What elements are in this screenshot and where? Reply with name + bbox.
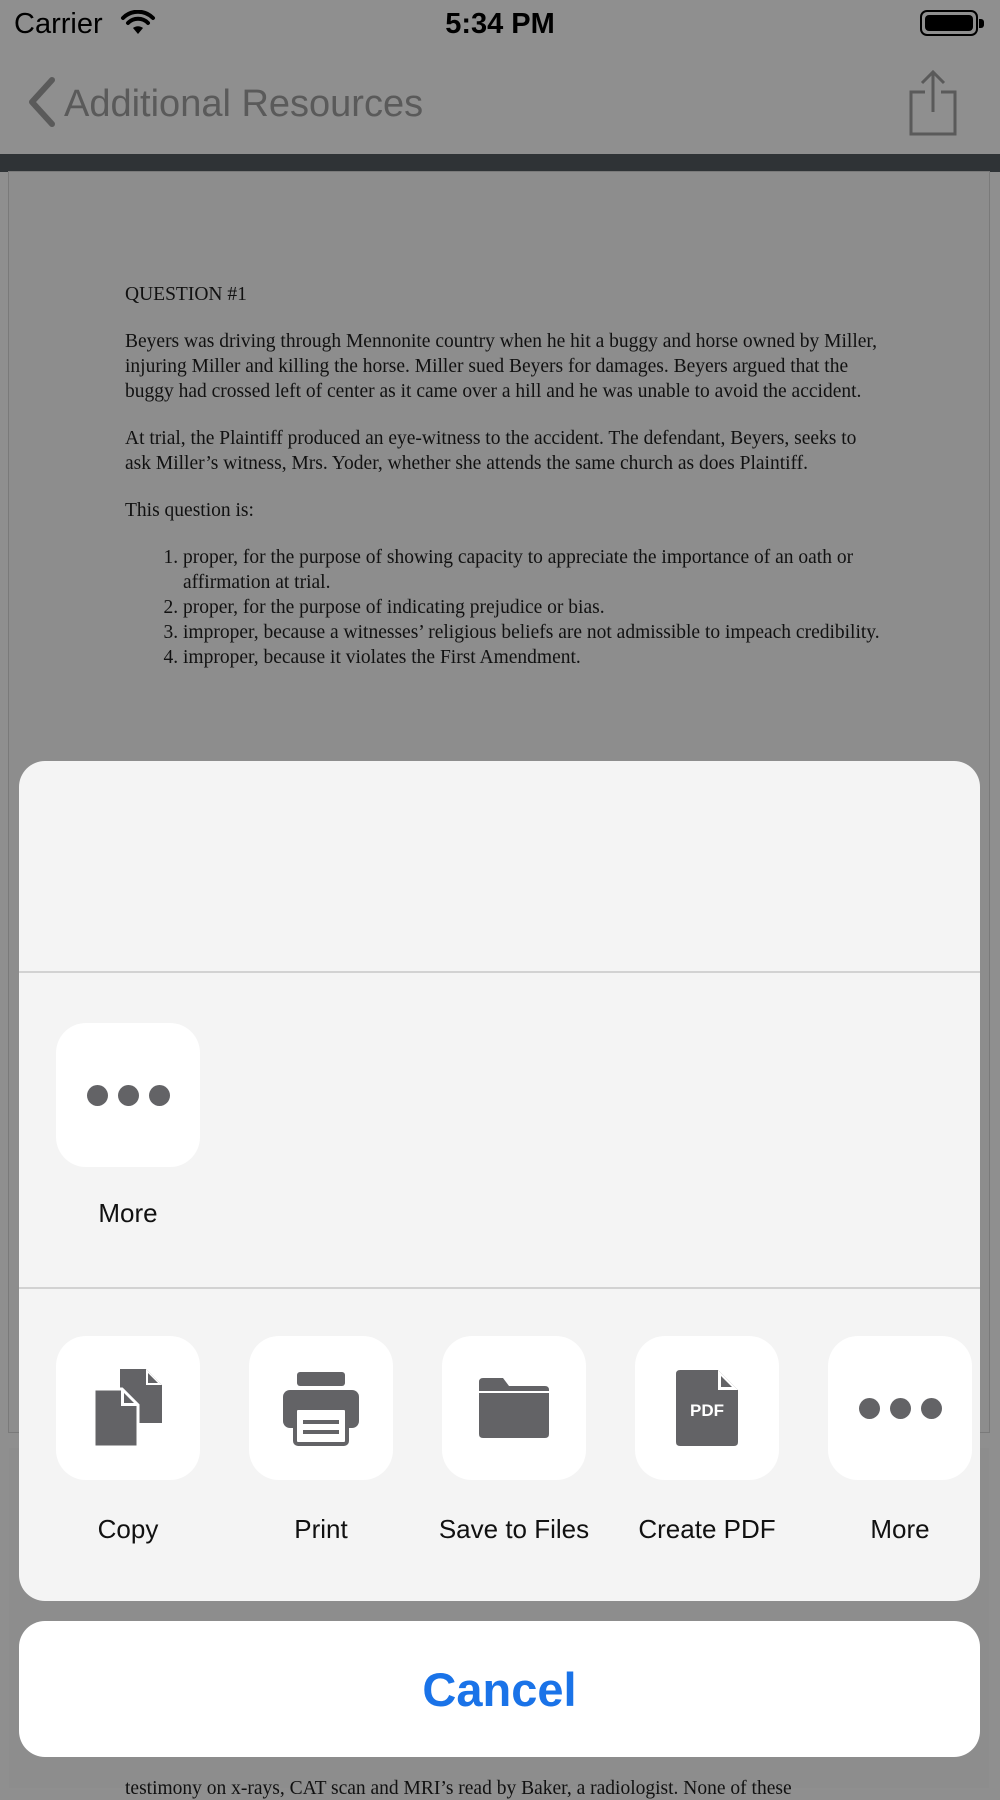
back-button[interactable] — [26, 76, 423, 133]
print-icon — [281, 1370, 361, 1446]
answer-options — [125, 545, 885, 670]
share-icon — [908, 68, 958, 136]
more-icon — [87, 1085, 170, 1106]
share-sheet — [19, 761, 980, 1601]
create-pdf-label: Create PDF — [638, 1514, 776, 1544]
paragraph: At trial, the Plaintiff produced an eye-witness to the accident. The defendant, Beyers, seeks to ask Miller’s witness, Mrs. Yoder, whether she attends the same church as does Plaintiff. — [125, 428, 857, 474]
save-to-files-label: Save to Files — [438, 1514, 590, 1544]
back-title: Additional Resources — [64, 83, 424, 125]
carrier-label: Carrier — [14, 8, 103, 40]
document-bottom-text: testimony on x-rays, CAT scan and MRI’s read by Baker, a radiologist. None of these — [125, 1778, 792, 1799]
battery-icon — [920, 10, 978, 36]
create-pdf-button[interactable] — [635, 1336, 779, 1480]
more-apps-label: More — [98, 1198, 158, 1228]
copy-button[interactable] — [56, 1336, 200, 1480]
answer-option: 1. proper, for the purpose of showing capacity to appreciate the importance of an oath or affirmation at trial. — [183, 545, 885, 595]
cancel-button[interactable]: Cancel — [19, 1621, 980, 1757]
more-actions-label: More — [870, 1514, 930, 1544]
question-heading: QUESTION #1 — [125, 284, 247, 305]
more-apps-button[interactable] — [56, 1023, 200, 1167]
sheet-divider — [19, 1287, 980, 1289]
print-label: Print — [294, 1514, 348, 1544]
save-to-files-button[interactable] — [442, 1336, 586, 1480]
answer-option: 3. improper, because a witnesses’ religious beliefs are not admissible to impeach credibility. — [183, 620, 885, 645]
copy-icon — [92, 1367, 164, 1449]
document-content — [125, 282, 885, 670]
navigation-bar — [0, 50, 1000, 154]
nav-divider — [0, 154, 1000, 172]
status-time: 5:34 PM — [445, 8, 555, 40]
paragraph: Beyers was driving through Mennonite country when he hit a buggy and horse owned by Miller, injuring Miller and killing the horse. Miller sued Beyers for damages. Beyers argued that the buggy had crossed left of center as it came over a hill and he was unable to avoid the accident. — [125, 331, 877, 402]
more-icon — [859, 1398, 942, 1419]
print-button[interactable] — [249, 1336, 393, 1480]
paragraph: This question is: — [125, 500, 254, 521]
status-bar — [0, 0, 1000, 50]
pdf-badge: PDF — [690, 1401, 724, 1420]
answer-option: 4. improper, because it violates the First Amendment. — [183, 645, 885, 670]
sheet-divider — [19, 971, 980, 973]
answer-option: 2. proper, for the purpose of indicating prejudice or bias. — [183, 595, 885, 620]
share-button[interactable] — [908, 68, 958, 141]
more-actions-button[interactable] — [828, 1336, 972, 1480]
folder-icon — [477, 1376, 551, 1440]
copy-label: Copy — [97, 1514, 159, 1544]
pdf-icon — [676, 1370, 738, 1446]
chevron-left-icon — [26, 76, 56, 133]
